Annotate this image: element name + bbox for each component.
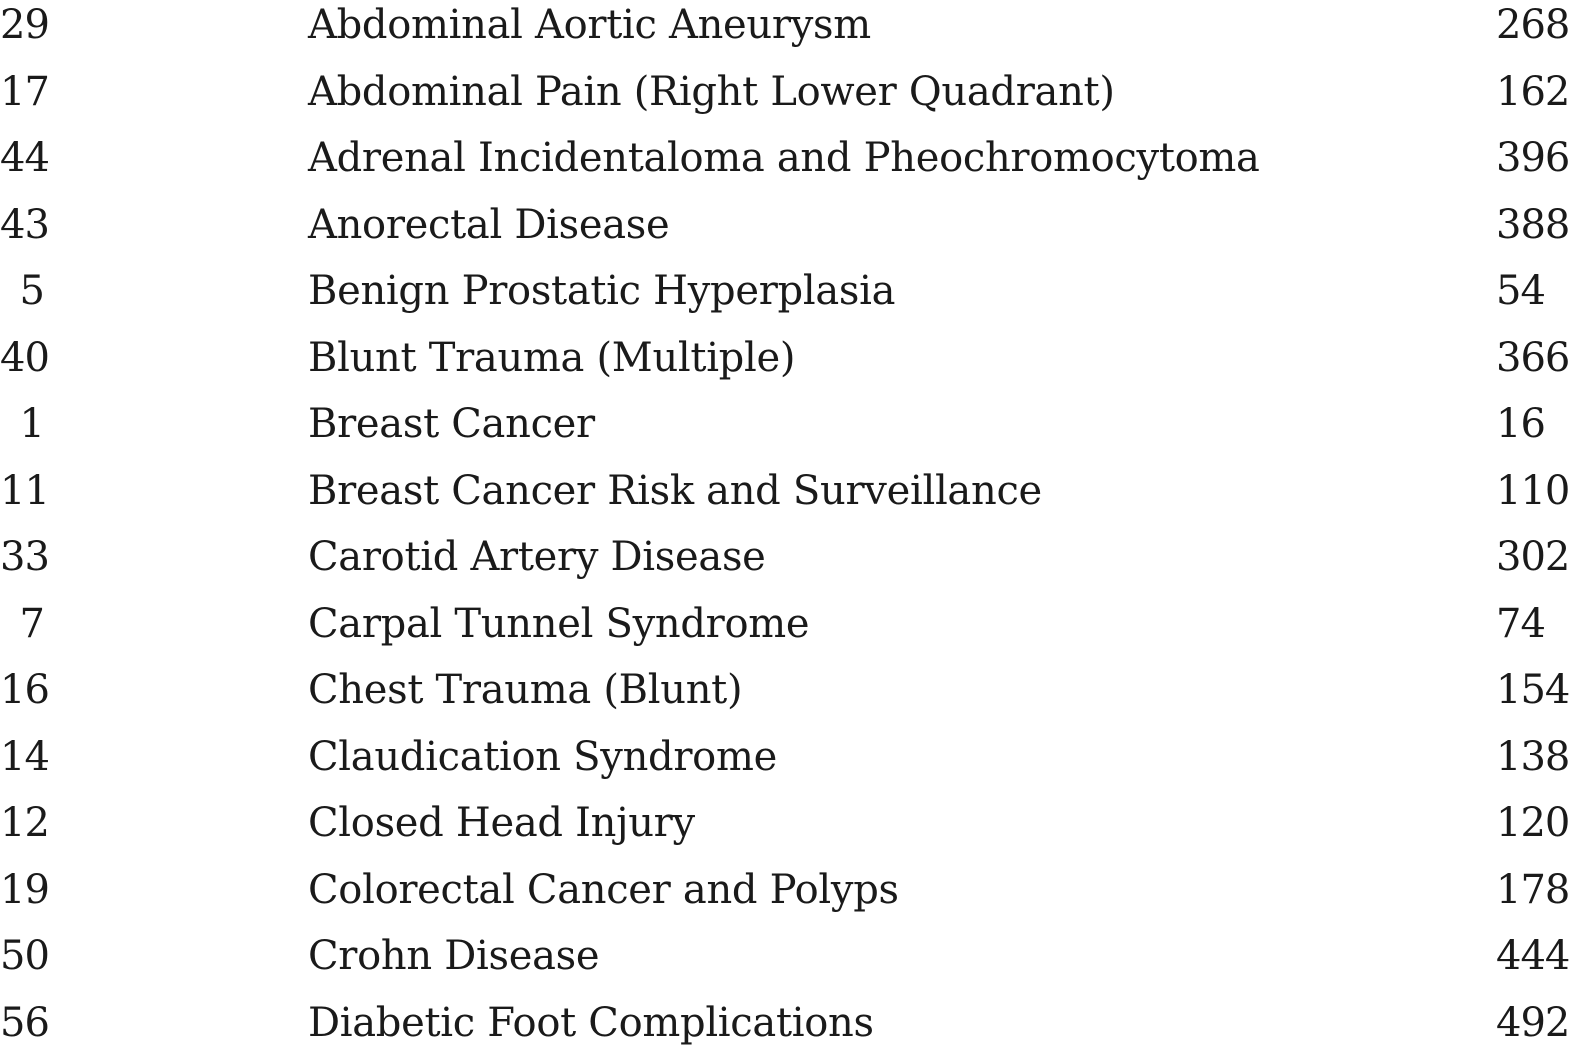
- case-title: Benign Prostatic Hyperplasia: [308, 268, 896, 314]
- page-number: 154: [1496, 667, 1570, 713]
- case-number: 40: [0, 334, 49, 381]
- case-number: 50: [0, 933, 49, 979]
- case-title: Diabetic Foot Complications: [308, 999, 874, 1046]
- case-number: 11: [0, 467, 49, 514]
- case-title: Breast Cancer: [308, 401, 595, 447]
- case-title: Breast Cancer Risk and Surveillance: [308, 467, 1042, 514]
- page-number: 492: [1496, 999, 1570, 1046]
- case-title: Closed Head Injury: [308, 800, 695, 846]
- page-number: 178: [1496, 866, 1570, 913]
- index-row: [0, 998, 1593, 1064]
- case-number: 33: [0, 534, 49, 580]
- case-number: 44: [0, 135, 49, 181]
- index-row: [0, 865, 1593, 932]
- case-number: 16: [0, 667, 49, 713]
- page-number: 54: [1496, 268, 1545, 314]
- page-number: 120: [1496, 800, 1570, 846]
- case-title: Claudication Syndrome: [308, 733, 777, 780]
- index-row: [0, 200, 1593, 267]
- case-title: Carotid Artery Disease: [308, 534, 766, 580]
- case-title: Abdominal Aortic Aneurysm: [308, 2, 871, 48]
- case-number: 5: [19, 268, 44, 314]
- case-number: 12: [0, 800, 49, 846]
- index-row: [0, 466, 1593, 533]
- page-number: 396: [1496, 135, 1570, 181]
- index-row: [0, 67, 1593, 134]
- page-number: 16: [1496, 401, 1545, 447]
- case-title: Carpal Tunnel Syndrome: [308, 600, 810, 647]
- page-number: 162: [1496, 68, 1570, 115]
- index-row: [0, 599, 1593, 666]
- case-number: 17: [0, 68, 49, 115]
- page-number: 444: [1496, 933, 1570, 979]
- page-number: 302: [1496, 534, 1570, 580]
- index-row: [0, 266, 1593, 333]
- index-row: [0, 0, 1593, 67]
- case-title: Adrenal Incidentaloma and Pheochromocytoma: [308, 135, 1260, 181]
- case-number: 43: [0, 201, 49, 248]
- index-row: [0, 798, 1593, 865]
- index-row: [0, 399, 1593, 466]
- page-number: 388: [1496, 201, 1570, 248]
- case-title: Blunt Trauma (Multiple): [308, 334, 796, 381]
- case-number: 19: [0, 866, 49, 913]
- page-number: 268: [1496, 2, 1570, 48]
- index-row: [0, 665, 1593, 732]
- index-row: [0, 133, 1593, 200]
- page-number: 138: [1496, 733, 1570, 780]
- page-number: 366: [1496, 334, 1570, 381]
- index-row: [0, 732, 1593, 799]
- index-row: [0, 333, 1593, 400]
- case-number: 1: [19, 401, 44, 447]
- case-title: Crohn Disease: [308, 933, 600, 979]
- page-number: 74: [1496, 600, 1545, 647]
- page-number: 110: [1496, 467, 1570, 514]
- index-row: [0, 931, 1593, 998]
- case-title: Anorectal Disease: [308, 201, 670, 248]
- index-row: [0, 532, 1593, 599]
- case-title: Colorectal Cancer and Polyps: [308, 866, 899, 913]
- case-number: 56: [0, 999, 49, 1046]
- case-title: Chest Trauma (Blunt): [308, 667, 743, 713]
- case-number: 29: [0, 2, 49, 48]
- case-number: 7: [19, 600, 44, 647]
- case-number: 14: [0, 733, 49, 780]
- case-title: Abdominal Pain (Right Lower Quadrant): [308, 68, 1115, 115]
